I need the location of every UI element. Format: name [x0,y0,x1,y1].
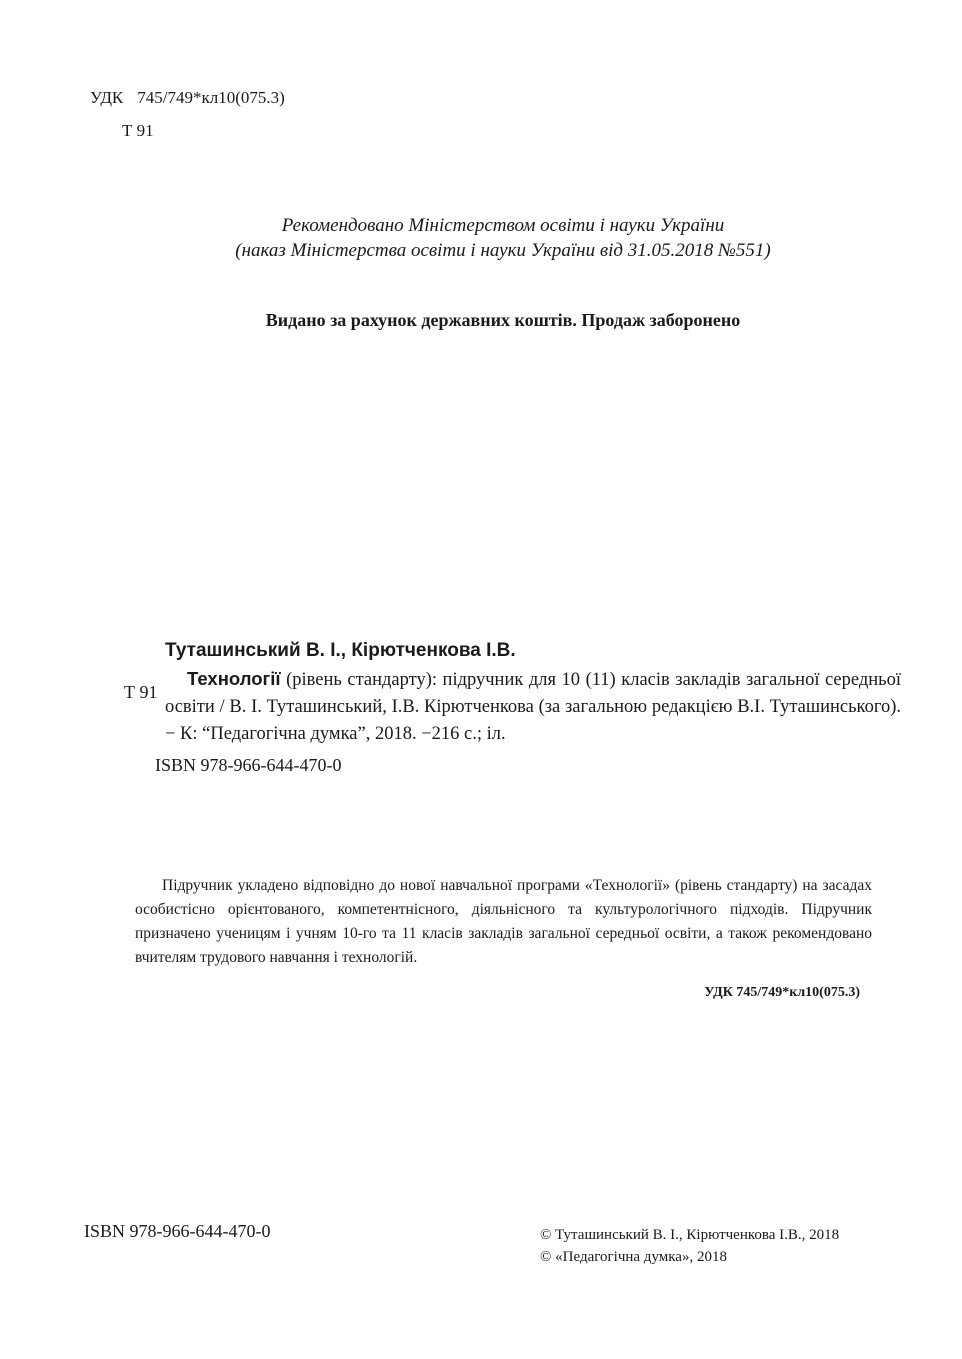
book-title: Технології [187,668,281,689]
catalog-index: Т 91 [122,121,154,140]
copyright-publisher: © «Педагогічна думка», 2018 [540,1249,727,1265]
udk-label: УДК [90,88,124,107]
ministry-recommendation [0,213,962,263]
udk-header [90,88,285,108]
book-annotation [135,874,872,970]
book-authors: Туташинський В. І., Кірютченкова І.В. [165,640,516,661]
annotation-text: Підручник укладено відповідно до нової навчальної програми «Технології» (рівень стандарту) на засадах особистісно орієнтованого, компетентнісного, діяльнісного та культурологічного підходів. Підручник призначено ученицям і учням 10-го та 11 класів закладів загальної середньої освіти, а також рекомендовано вчителям трудового навчання і технологій. [135,877,872,966]
bibliographic-index: Т 91 [124,682,158,702]
annotation-udk: УДК 745/749*кл10(075.3) [704,985,860,1000]
funding-note: Видано за рахунок державних коштів. Продаж заборонено [265,310,741,330]
recommendation-line-1: Рекомендовано Міністерством освіти і науки України [281,215,725,236]
book-description: (рівень стандарту): підручник для 10 (11) класів закладів загальної середньої освіти / В. І. Туташинський, І.В. Кірютченкова (за загальною редакцією В.І. Туташинського). − К: “Педагогічна думка”, 2018. −216 с.; іл. [165,670,901,744]
copyright-block [540,1224,839,1268]
footer-isbn: ISBN 978-966-644-470-0 [84,1221,271,1241]
recommendation-line-2: (наказ Міністерства освіти і науки України від 31.05.2018 №551) [235,240,771,261]
udk-code: 745/749*кл10(075.3) [137,88,285,107]
isbn-record: ISBN 978-966-644-470-0 [155,755,342,775]
bibliographic-description [165,665,901,748]
copyright-authors: © Туташинський В. І., Кірютченкова І.В., 2018 [540,1227,840,1243]
